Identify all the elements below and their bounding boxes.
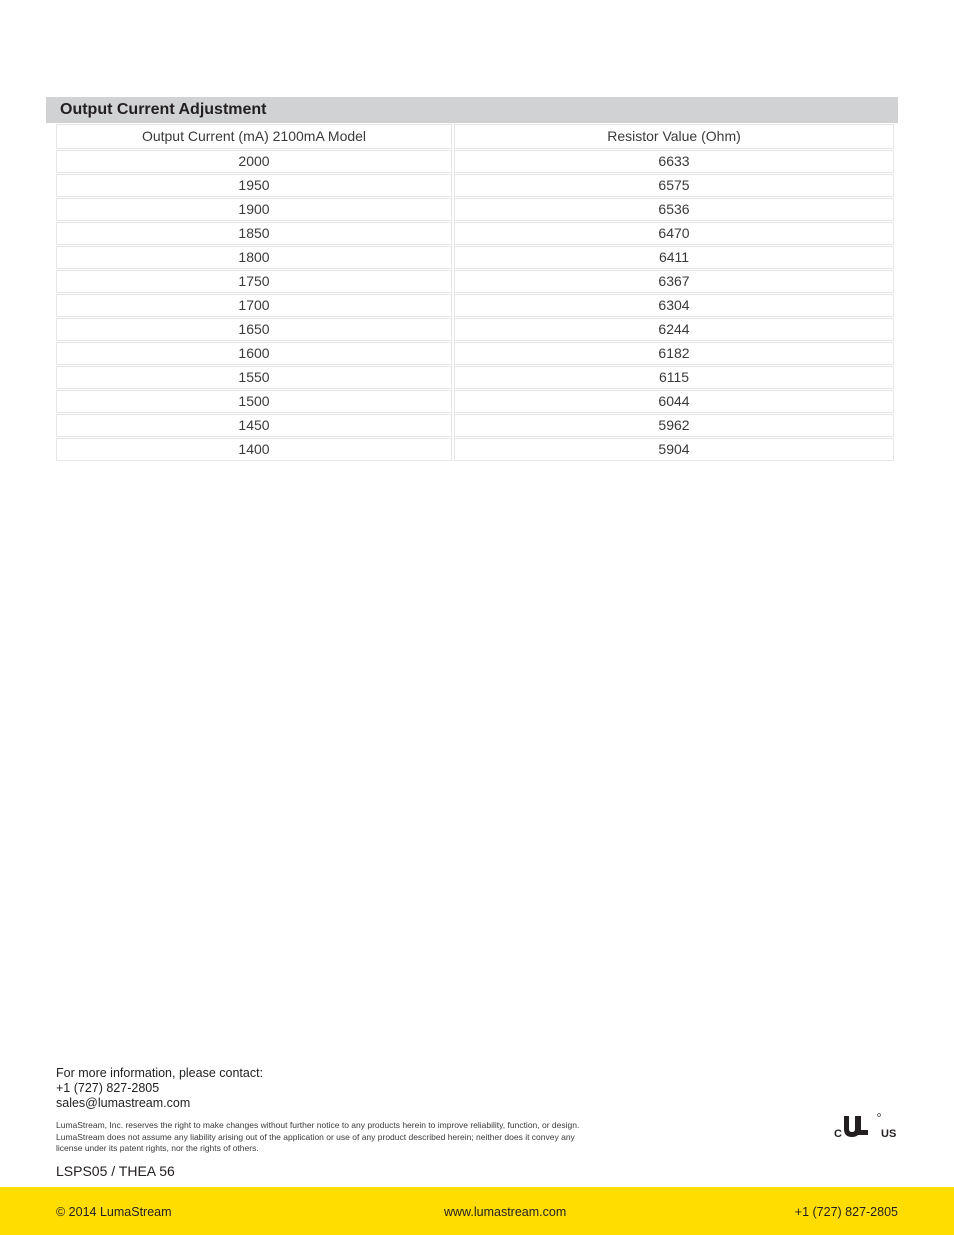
table-row: [56, 198, 894, 221]
table-row: [56, 294, 894, 317]
current-cell: 1800: [56, 246, 452, 269]
ul-us-label: US: [881, 1128, 897, 1140]
column-header-output-current: Output Current (mA) 2100mA Model: [56, 124, 452, 149]
footer-website-link[interactable]: www.lumastream.com: [444, 1205, 567, 1219]
resistor-cell: 6044: [454, 390, 894, 413]
resistor-cell: 6367: [454, 270, 894, 293]
contact-phone: +1 (727) 827-2805: [56, 1081, 160, 1095]
current-cell: 1400: [56, 438, 452, 461]
resistor-cell: 5962: [454, 414, 894, 437]
current-cell: 1500: [56, 390, 452, 413]
contact-heading: For more information, please contact:: [56, 1066, 264, 1080]
current-cell: 1750: [56, 270, 452, 293]
current-cell: 1950: [56, 174, 452, 197]
column-header-resistor-value: Resistor Value (Ohm): [454, 124, 894, 149]
resistor-cell: 6575: [454, 174, 894, 197]
footer-copyright: © 2014 LumaStream: [56, 1205, 172, 1219]
resistor-cell: 6411: [454, 246, 894, 269]
current-cell: 1700: [56, 294, 452, 317]
table-row: [56, 366, 894, 389]
table-row: [56, 270, 894, 293]
disclaimer-line: license under its patent rights, nor the rights of others.: [56, 1143, 259, 1153]
resistor-cell: 5904: [454, 438, 894, 461]
document-id: LSPS05 / THEA 56: [56, 1163, 175, 1179]
table-row: [56, 174, 894, 197]
resistor-cell: 6244: [454, 318, 894, 341]
ul-listed-icon: [834, 1112, 898, 1142]
table-row: [56, 342, 894, 365]
table-row: [56, 150, 894, 173]
table-row: [56, 246, 894, 269]
current-cell: 1450: [56, 414, 452, 437]
legal-disclaimer: [56, 1120, 716, 1155]
resistor-cell: 6536: [454, 198, 894, 221]
footer-band: [0, 1187, 954, 1235]
footer-phone: +1 (727) 827-2805: [794, 1205, 898, 1219]
current-cell: 1600: [56, 342, 452, 365]
ul-c-label: C: [834, 1128, 842, 1140]
table-row: [56, 390, 894, 413]
table-row: [56, 438, 894, 461]
table-row: [56, 414, 894, 437]
contact-email-link[interactable]: sales@lumastream.com: [56, 1096, 191, 1110]
disclaimer-line: LumaStream, Inc. reserves the right to make changes without further notice to any products herein to improve reliability, function, or design.: [56, 1120, 580, 1130]
current-cell: 1550: [56, 366, 452, 389]
contact-block: [56, 1066, 263, 1111]
current-cell: 2000: [56, 150, 452, 173]
resistor-cell: 6182: [454, 342, 894, 365]
current-cell: 1850: [56, 222, 452, 245]
table-header-row: [56, 124, 894, 149]
output-current-table: [54, 123, 896, 462]
current-cell: 1900: [56, 198, 452, 221]
resistor-cell: 6304: [454, 294, 894, 317]
table-row: [56, 318, 894, 341]
resistor-cell: 6470: [454, 222, 894, 245]
table-row: [56, 222, 894, 245]
disclaimer-line: LumaStream does not assume any liability arising out of the application or use of any product described herein; neither does it convey any: [56, 1131, 575, 1142]
current-cell: 1650: [56, 318, 452, 341]
resistor-cell: 6115: [454, 366, 894, 389]
resistor-cell: 6633: [454, 150, 894, 173]
section-title: Output Current Adjustment: [46, 97, 898, 123]
